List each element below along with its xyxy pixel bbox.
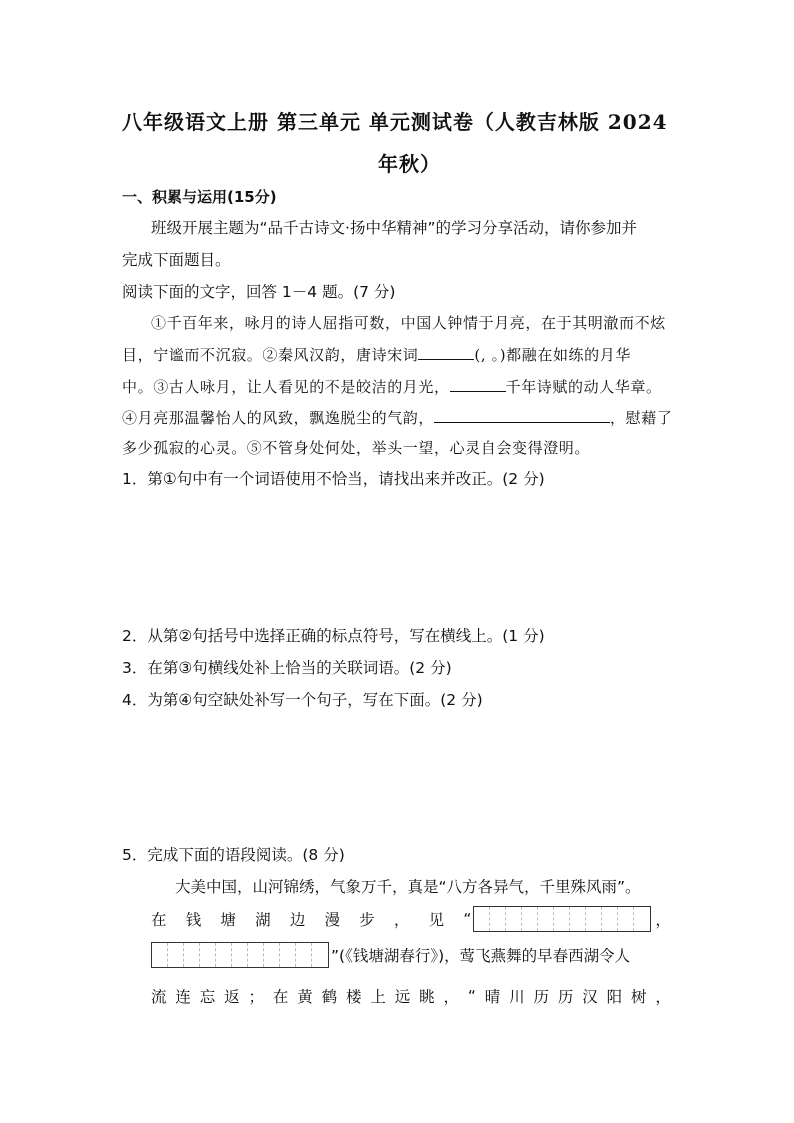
intro-line2: 完成下面题目。 [122, 251, 231, 269]
q5-line4-char: 在 [272, 988, 289, 1006]
passage-line2 [122, 344, 631, 365]
poem-line-answer-box-2[interactable] [151, 942, 329, 968]
q5-line4-char: ； [248, 988, 265, 1006]
passage-line1: ①千百年来，咏月的诗人屈指可数，中国人钟情于月亮，在于其明澈而不炫 [151, 314, 666, 332]
q5-line2-char: 边 [289, 911, 306, 929]
q5-line4-char: 远 [394, 988, 411, 1006]
q5-line2-char: 漫 [324, 911, 341, 929]
question-4: 4．为第④句空缺处补写一个句子，写在下面。(2 分) [122, 691, 483, 709]
section-heading: 一、积累与运用(15分) [122, 188, 277, 206]
q5-line4-char: 返 [224, 988, 240, 1006]
q5-line4-char: 树 [631, 988, 647, 1006]
exam-title-line2: 年秋） [378, 152, 441, 176]
question-1: 1．第①句中有一个词语使用不恰当，请找出来并改正。(2 分) [122, 470, 545, 488]
q5-line4-char: 连 [175, 988, 191, 1006]
q5-line2 [151, 904, 671, 934]
q5-line4-char: 楼 [346, 988, 362, 1006]
q5-line3 [151, 942, 630, 968]
q5-line4-char: 流 [151, 988, 167, 1006]
passage-line3-text-b: 千年诗赋的动人华章。 [505, 378, 662, 396]
q5-line4-char: 历 [557, 988, 574, 1006]
open-quote: “ [463, 910, 472, 928]
sentence-blank[interactable] [434, 408, 610, 423]
q5-paragraph-line1: 大美中国，山河锦绣，气象万千，真是“八方各异气，千里殊风雨”。 [175, 878, 641, 896]
intro-line1: 班级开展主题为“品千古诗文·扬中华精神”的学习分享活动，请你参加并 [151, 219, 637, 237]
punctuation-blank[interactable] [418, 345, 474, 360]
passage-line2-text-a: 目，宁谧而不沉寂。②秦风汉韵，唐诗宋词 [122, 346, 419, 364]
q5-line2-char: 见 [428, 911, 445, 929]
q5-line4-char: “ [467, 987, 476, 1005]
q5-line4-char: 晴 [484, 988, 501, 1006]
q5-line4-char: 忘 [199, 988, 216, 1006]
passage-line3 [122, 376, 662, 397]
q5-line2-char: ， [393, 911, 410, 929]
q5-line2-char: 湖 [255, 911, 271, 929]
q5-line4-char: 阳 [606, 988, 623, 1006]
passage-line5: 多少孤寂的心灵。⑤不管身处何处，举头一望，心灵自会变得澄明。 [122, 439, 591, 457]
passage-line4-text-a: ④月亮那温馨怡人的风致，飘逸脱尘的气韵， [122, 409, 435, 427]
q5-line2-char: 钱 [185, 911, 202, 929]
q5-line4-char: 川 [509, 988, 525, 1006]
q5-line4-char: ， [655, 988, 671, 1006]
q5-line4-char: 历 [533, 988, 550, 1006]
q5-line2-char: 在 [151, 911, 167, 929]
exam-title-line1: 八年级语文上册 第三单元 单元测试卷（人教吉林版 2024 [122, 110, 668, 134]
q5-line4-char: 眺 [419, 988, 435, 1006]
q5-line4-char: 上 [370, 988, 386, 1006]
q5-line4 [151, 983, 671, 1009]
passage-line4 [122, 407, 672, 428]
comma: ， [655, 911, 671, 929]
q5-line4-char: 黄 [297, 988, 313, 1006]
q5-line4-char: 鹤 [321, 988, 338, 1006]
question-3: 3．在第③句横线处补上恰当的关联词语。(2 分) [122, 659, 452, 677]
q5-line4-char: 汉 [582, 988, 598, 1006]
passage-line3-text-a: 中。③古人咏月，让人看见的不是皎洁的月光， [122, 378, 450, 396]
q5-line4-char: ， [443, 988, 460, 1006]
q5-line3-text: ”(《钱塘湖春行》)，莺飞燕舞的早春西湖令人 [331, 947, 631, 965]
conjunction-blank[interactable] [450, 377, 506, 392]
poem-line-answer-box-1[interactable] [473, 906, 651, 932]
passage-line4-text-b: ，慰藉了 [610, 409, 673, 427]
passage-line2-text-b: (, 。)都融在如练的月华 [474, 346, 631, 364]
q5-line2-quote-group [463, 906, 671, 932]
q5-line2-char: 塘 [220, 911, 236, 929]
question-5: 5．完成下面的语段阅读。(8 分) [122, 846, 345, 864]
q5-line2-char: 步 [359, 911, 375, 929]
reading-instruction: 阅读下面的文字，回答 1－4 题。(7 分) [122, 283, 396, 301]
question-2: 2．从第②句括号中选择正确的标点符号，写在横线上。(1 分) [122, 627, 545, 645]
